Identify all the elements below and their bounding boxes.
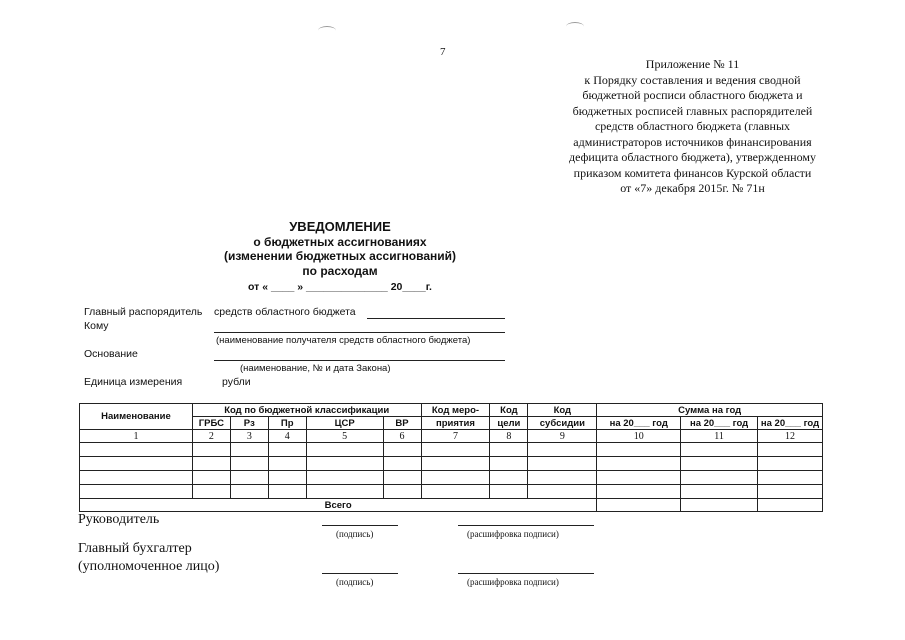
head-sign-line[interactable] xyxy=(322,525,398,526)
table-cell[interactable] xyxy=(490,485,528,499)
head-sign-caption: (подпись) xyxy=(336,529,374,539)
table-cell[interactable] xyxy=(421,443,490,457)
basis-label: Основание xyxy=(84,348,138,360)
col-number: 3 xyxy=(230,430,268,443)
accountant-sign-line[interactable] xyxy=(322,573,398,574)
budget-table xyxy=(79,403,823,512)
header-vr: ВР xyxy=(383,417,421,430)
header-subsidy-2: субсидии xyxy=(528,417,597,430)
table-cell[interactable] xyxy=(268,457,306,471)
header-year-1: на 20___ год xyxy=(597,417,681,430)
chief-value: средств областного бюджета xyxy=(214,306,356,318)
table-cell[interactable] xyxy=(597,457,681,471)
appendix-line: бюджетных росписей главных распорядителей xyxy=(572,103,813,118)
header-event: Код меро- xyxy=(421,404,490,417)
head-decode-caption: (расшифровка подписи) xyxy=(467,529,559,539)
table-cell[interactable] xyxy=(421,471,490,485)
table-cell[interactable] xyxy=(192,457,230,471)
table-cell[interactable] xyxy=(192,485,230,499)
header-goal: Код xyxy=(490,404,528,417)
scan-mark-right xyxy=(566,22,584,31)
appendix-line: Приложение № 11 xyxy=(645,57,740,71)
table-cell[interactable] xyxy=(597,471,681,485)
header-rz: Рз xyxy=(230,417,268,430)
table-cell[interactable] xyxy=(80,443,193,457)
table-row xyxy=(80,471,823,485)
header-year-3: на 20___ год xyxy=(758,417,823,430)
document-title xyxy=(200,220,480,295)
title-sub: (изменении бюджетных ассигнований) xyxy=(223,249,457,263)
head-label: Руководитель xyxy=(78,512,160,527)
table-cell[interactable] xyxy=(268,485,306,499)
table-cell[interactable] xyxy=(681,471,758,485)
table-cell[interactable] xyxy=(80,471,193,485)
table-cell[interactable] xyxy=(80,485,193,499)
table-cell[interactable] xyxy=(383,457,421,471)
accountant-decode-caption: (расшифровка подписи) xyxy=(467,577,559,587)
header-event-2: приятия xyxy=(421,417,490,430)
chief-underline xyxy=(367,318,505,319)
appendix-line: бюджетной росписи областного бюджета и xyxy=(582,88,803,102)
col-number: 7 xyxy=(421,430,490,443)
accountant-label-2: (уполномоченное лицо) xyxy=(78,559,220,574)
head-decode-line[interactable] xyxy=(458,525,594,526)
table-cell[interactable] xyxy=(758,485,823,499)
total-cell[interactable] xyxy=(597,499,681,512)
header-grbs: ГРБС xyxy=(192,417,230,430)
table-cell[interactable] xyxy=(230,457,268,471)
header-subsidy: Код xyxy=(528,404,597,417)
table-cell[interactable] xyxy=(528,457,597,471)
col-number: 8 xyxy=(490,430,528,443)
col-number: 9 xyxy=(528,430,597,443)
table-cell[interactable] xyxy=(383,443,421,457)
header-classification: Код по бюджетной классификации xyxy=(192,404,421,417)
table-cell[interactable] xyxy=(758,457,823,471)
table-cell[interactable] xyxy=(230,471,268,485)
table-cell[interactable] xyxy=(383,485,421,499)
table-cell[interactable] xyxy=(383,471,421,485)
appendix-line: администраторов источников финансирования xyxy=(573,134,812,149)
table-cell[interactable] xyxy=(80,457,193,471)
table-cell[interactable] xyxy=(681,457,758,471)
table-cell[interactable] xyxy=(490,457,528,471)
total-row xyxy=(80,499,823,512)
chief-label: Главный распорядитель xyxy=(84,306,203,318)
col-number: 5 xyxy=(306,430,383,443)
basis-underline xyxy=(214,360,505,361)
table-cell[interactable] xyxy=(681,443,758,457)
table-cell[interactable] xyxy=(490,471,528,485)
table-cell[interactable] xyxy=(490,443,528,457)
header-name: Наименование xyxy=(80,404,193,430)
appendix-line: дефицита областного бюджета), утвержденному xyxy=(569,150,816,164)
col-number: 10 xyxy=(597,430,681,443)
table-row xyxy=(80,443,823,457)
table-cell[interactable] xyxy=(230,443,268,457)
table-cell[interactable] xyxy=(306,485,383,499)
header-goal-2: цели xyxy=(490,417,528,430)
appendix-line: к Порядку составления и ведения сводной xyxy=(584,72,801,87)
col-number: 4 xyxy=(268,430,306,443)
col-number: 1 xyxy=(80,430,193,443)
recipient-underline xyxy=(214,332,505,333)
table-cell[interactable] xyxy=(528,485,597,499)
table-row xyxy=(80,457,823,471)
col-number: 2 xyxy=(192,430,230,443)
table-cell[interactable] xyxy=(758,471,823,485)
table-cell[interactable] xyxy=(421,485,490,499)
table-cell[interactable] xyxy=(681,485,758,499)
page-number: 7 xyxy=(440,46,446,58)
scan-mark-left xyxy=(318,26,336,35)
table-cell[interactable] xyxy=(597,485,681,499)
appendix-line: приказом комитета финансов Курской области xyxy=(573,165,812,180)
total-cell[interactable] xyxy=(681,499,758,512)
title-sub: по расходам xyxy=(302,263,378,278)
table-cell[interactable] xyxy=(758,443,823,457)
total-label: Всего xyxy=(80,499,597,512)
table-row xyxy=(80,485,823,499)
header-sum: Сумма на год xyxy=(597,404,823,417)
title-sub: о бюджетных ассигнованиях xyxy=(253,234,427,249)
col-number: 11 xyxy=(681,430,758,443)
accountant-label: Главный бухгалтер xyxy=(78,541,192,556)
table-cell[interactable] xyxy=(192,443,230,457)
table-cell[interactable] xyxy=(421,457,490,471)
title-main: УВЕДОМЛЕНИЕ xyxy=(289,219,391,234)
header-csr: ЦСР xyxy=(306,417,383,430)
table-cell[interactable] xyxy=(268,443,306,457)
table-cell[interactable] xyxy=(306,471,383,485)
appendix-block xyxy=(545,57,840,197)
table-cell[interactable] xyxy=(268,471,306,485)
unit-value: рубли xyxy=(222,376,251,388)
appendix-line: средств областного бюджета (главных xyxy=(594,119,791,133)
unit-label: Единица измерения xyxy=(84,376,183,388)
recipient-caption: (наименование получателя средств областного бюджета) xyxy=(216,335,471,346)
col-number: 12 xyxy=(758,430,823,443)
header-pr: Пр xyxy=(268,417,306,430)
col-number: 6 xyxy=(383,430,421,443)
table-cell[interactable] xyxy=(528,471,597,485)
table-cell[interactable] xyxy=(230,485,268,499)
appendix-line: от «7» декабря 2015г. № 71н xyxy=(620,181,765,195)
table-cell[interactable] xyxy=(306,457,383,471)
table-cell[interactable] xyxy=(528,443,597,457)
total-cell[interactable] xyxy=(758,499,823,512)
table-cell[interactable] xyxy=(597,443,681,457)
accountant-decode-line[interactable] xyxy=(458,573,594,574)
header-year-2: на 20___ год xyxy=(681,417,758,430)
accountant-sign-caption: (подпись) xyxy=(336,577,374,587)
basis-caption: (наименование, № и дата Закона) xyxy=(240,363,391,374)
table-cell[interactable] xyxy=(306,443,383,457)
to-label: Кому xyxy=(84,320,109,332)
table-cell[interactable] xyxy=(192,471,230,485)
title-date: от « ____ » ______________ 20____г. xyxy=(248,281,432,293)
